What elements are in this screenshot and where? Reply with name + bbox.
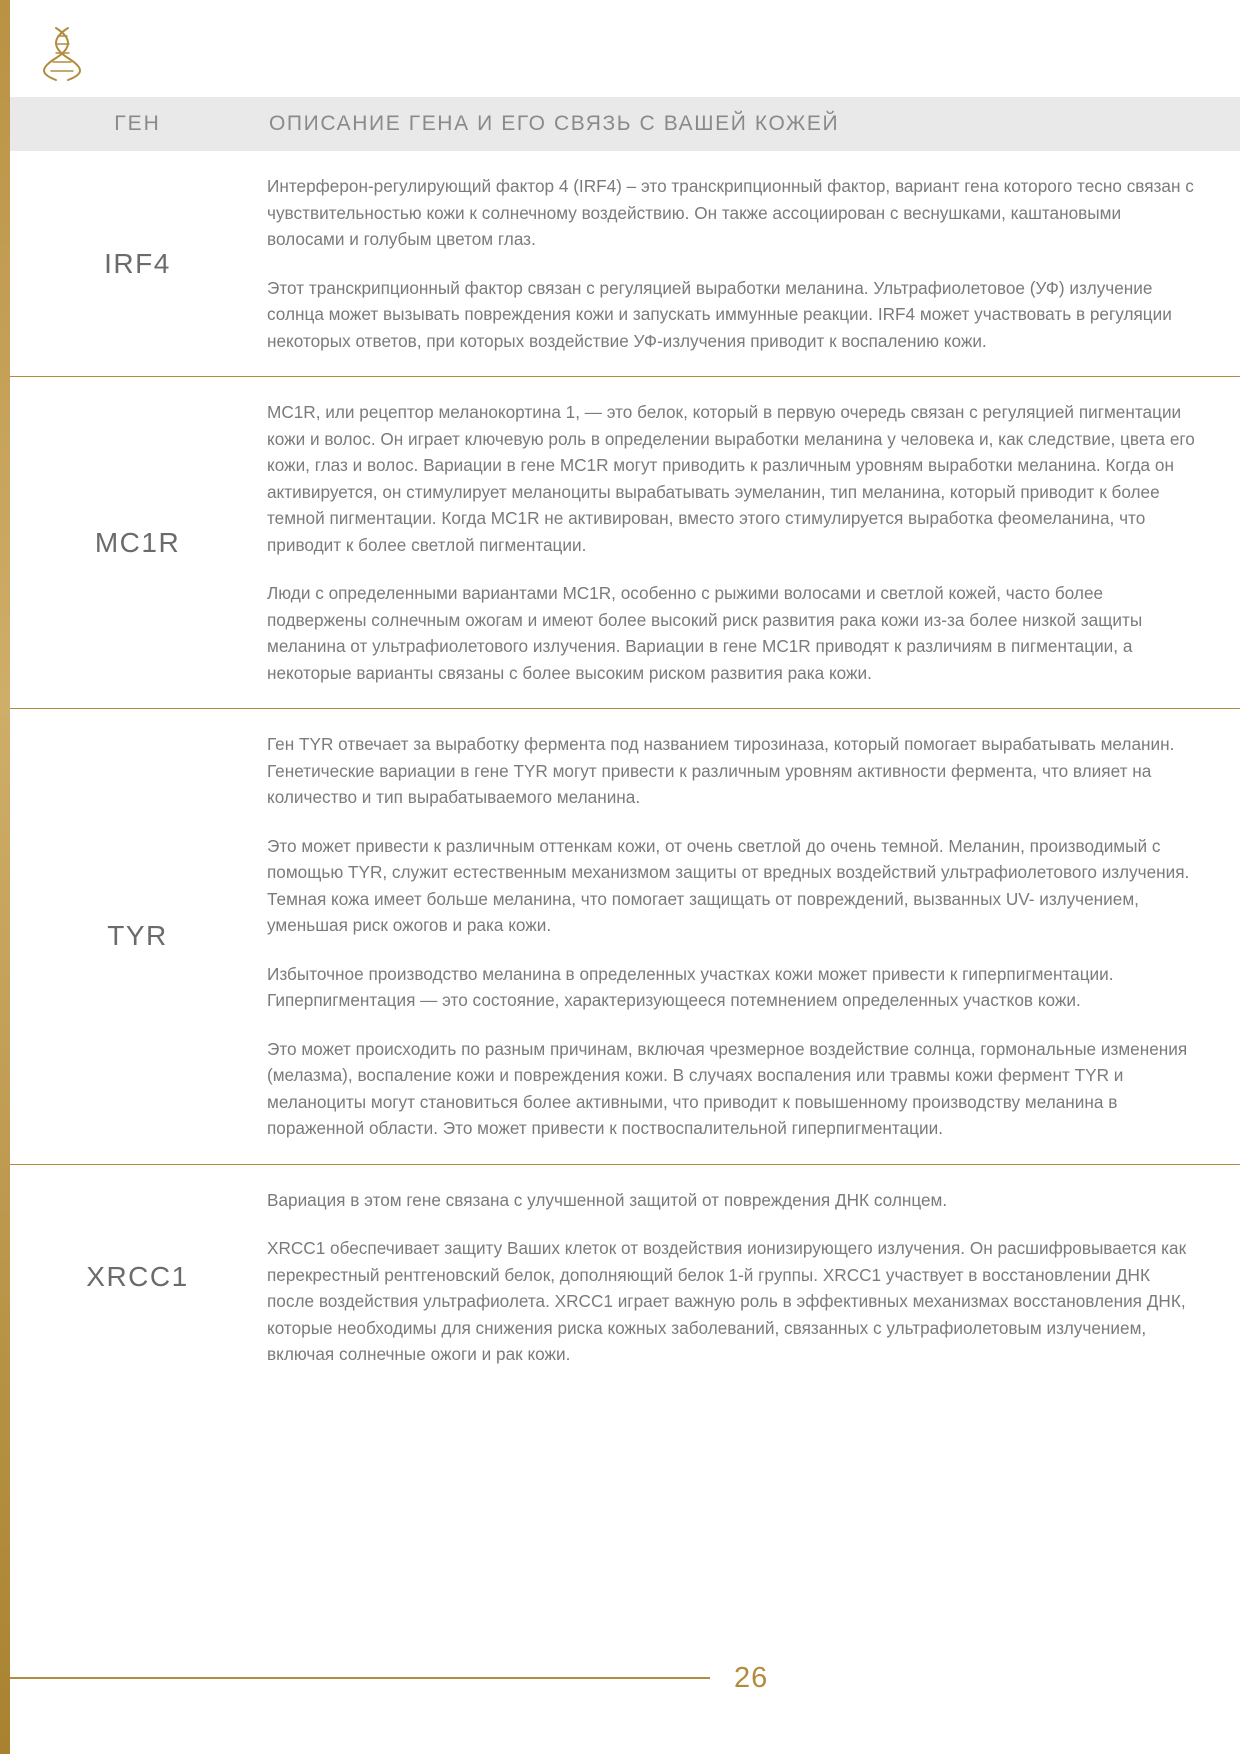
- column-header-description: ОПИСАНИЕ ГЕНА И ЕГО СВЯЗЬ С ВАШЕЙ КОЖЕЙ: [269, 112, 840, 135]
- gene-description: [265, 151, 1240, 376]
- dna-helix-icon: [36, 22, 96, 84]
- gene-name: XRCC1: [86, 1261, 189, 1292]
- paragraph: Это может происходить по разным причинам, включая чрезмерное воздействие солнца, гормональные изменения (мелазма), воспаление кожи и повреждения кожи. В случаях воспаления или травмы кожи фермент TYR и меланоциты могут становиться более активными, что приводит к повышенному производству меланина в пораженной области. Это может привести к поствоспалительной гиперпигментации.: [267, 1038, 1188, 1138]
- gene-table: [10, 151, 1240, 1390]
- table-row: [10, 377, 1240, 709]
- gene-name: TYR: [107, 920, 168, 952]
- paragraph: Избыточное производство меланина в определенных участках кожи может привести к гиперпигментации. Гиперпигментация — это состояние, характеризующееся потемнением определенных участков кожи.: [267, 963, 1114, 1010]
- page-footer: [0, 1658, 1240, 1698]
- footer-divider: [10, 1677, 710, 1679]
- paragraph: Ген TYR отвечает за выработку фермента под названием тирозиназа, который помогает вырабатывать меланин. Генетические вариации в гене TYR могут привести к различным уровням активности фермента, что влияет на количество и тип вырабатываемого меланина.: [267, 734, 1175, 807]
- gene-name: IRF4: [104, 247, 171, 279]
- table-row: [10, 151, 1240, 377]
- gene-description: [265, 1165, 1240, 1390]
- gene-name: MC1R: [94, 526, 181, 558]
- table-row: [10, 709, 1240, 1165]
- paragraph: XRCC1 обеспечивает защиту Ваших клеток от воздействия ионизирующего излучения. Он расшифровывается как перекрестный рентгеновский белок, дополняющий белок 1-й группы. XRCC1 участвует в восстановлении ДНК после воздействия ультрафиолета. XRCC1 играет важную роль в эффективных механизмах восстановления ДНК, которые необходимы для снижения риска кожных заболеваний, связанных с ультрафиолетовым излучением, включая солнечные ожоги и рак кожи.: [267, 1238, 1187, 1364]
- paragraph: Интерферон-регулирующий фактор 4 (IRF4) – это транскрипционный фактор, вариант гена которого тесно связан с чувствительностью кожи к солнечному воздействию. Он также ассоциирован с веснушками, каштановыми волосами и голубым цветом глаз.: [267, 176, 1194, 249]
- page-number: 26: [734, 1661, 769, 1694]
- paragraph: MC1R, или рецептор меланокортина 1, — это белок, который в первую очередь связан с регуляцией пигментации кожи и волос. Он играет ключевую роль в определении выработки меланина у человека и, как следствие, цвета его кожи, глаз и волос. Вариации в гене MC1R могут приводить к различным уровням выработки меланина. Когда он активируется, он стимулирует меланоциты вырабатывать эумеланин, тип меланина, который приводит к более темной пигментации. Когда MC1R не активирован, вместо этого стимулируется выработка феомеланина, что приводит к более светлой пигментации.: [267, 402, 1195, 555]
- paragraph: Люди с определенными вариантами MC1R, особенно с рыжими волосами и светлой кожей, часто более подвержены солнечным ожогам и имеют более высокий риск развития рака кожи из-за более низкой защиты меланина от ультрафиолетового излучения. Вариации в гене MC1R приводят к различиям в пигментации, а некоторые варианты связаны с более высоким риском развития рака кожи.: [267, 583, 1143, 683]
- table-header: [10, 97, 1240, 151]
- paragraph: Это может привести к различным оттенкам кожи, от очень светлой до очень темной. Меланин, производимый с помощью TYR, служит естественным механизмом защиты от вредных воздействий ультрафиолетового излучения. Темная кожа имеет больше меланина, что помогает защищать от повреждений, вызванных UV- излучением, уменьшая риск ожогов и рака кожи.: [267, 835, 1190, 935]
- left-gold-rail: [0, 0, 10, 1754]
- gene-description: [265, 709, 1240, 1164]
- paragraph: Этот транскрипционный фактор связан с регуляцией выработки меланина. Ультрафиолетовое (УФ) излучение солнца может вызывать повреждения кожи и запускать иммунные реакции. IRF4 может участвовать в регуляции некоторых ответов, при которых воздействие УФ-излучения приводит к воспалению кожи.: [267, 277, 1172, 351]
- table-row: [10, 1165, 1240, 1390]
- column-header-gene: ГЕН: [114, 112, 161, 135]
- gene-description: [265, 377, 1240, 708]
- paragraph: Вариация в этом гене связана с улучшенной защитой от повреждения ДНК солнцем.: [267, 1189, 948, 1210]
